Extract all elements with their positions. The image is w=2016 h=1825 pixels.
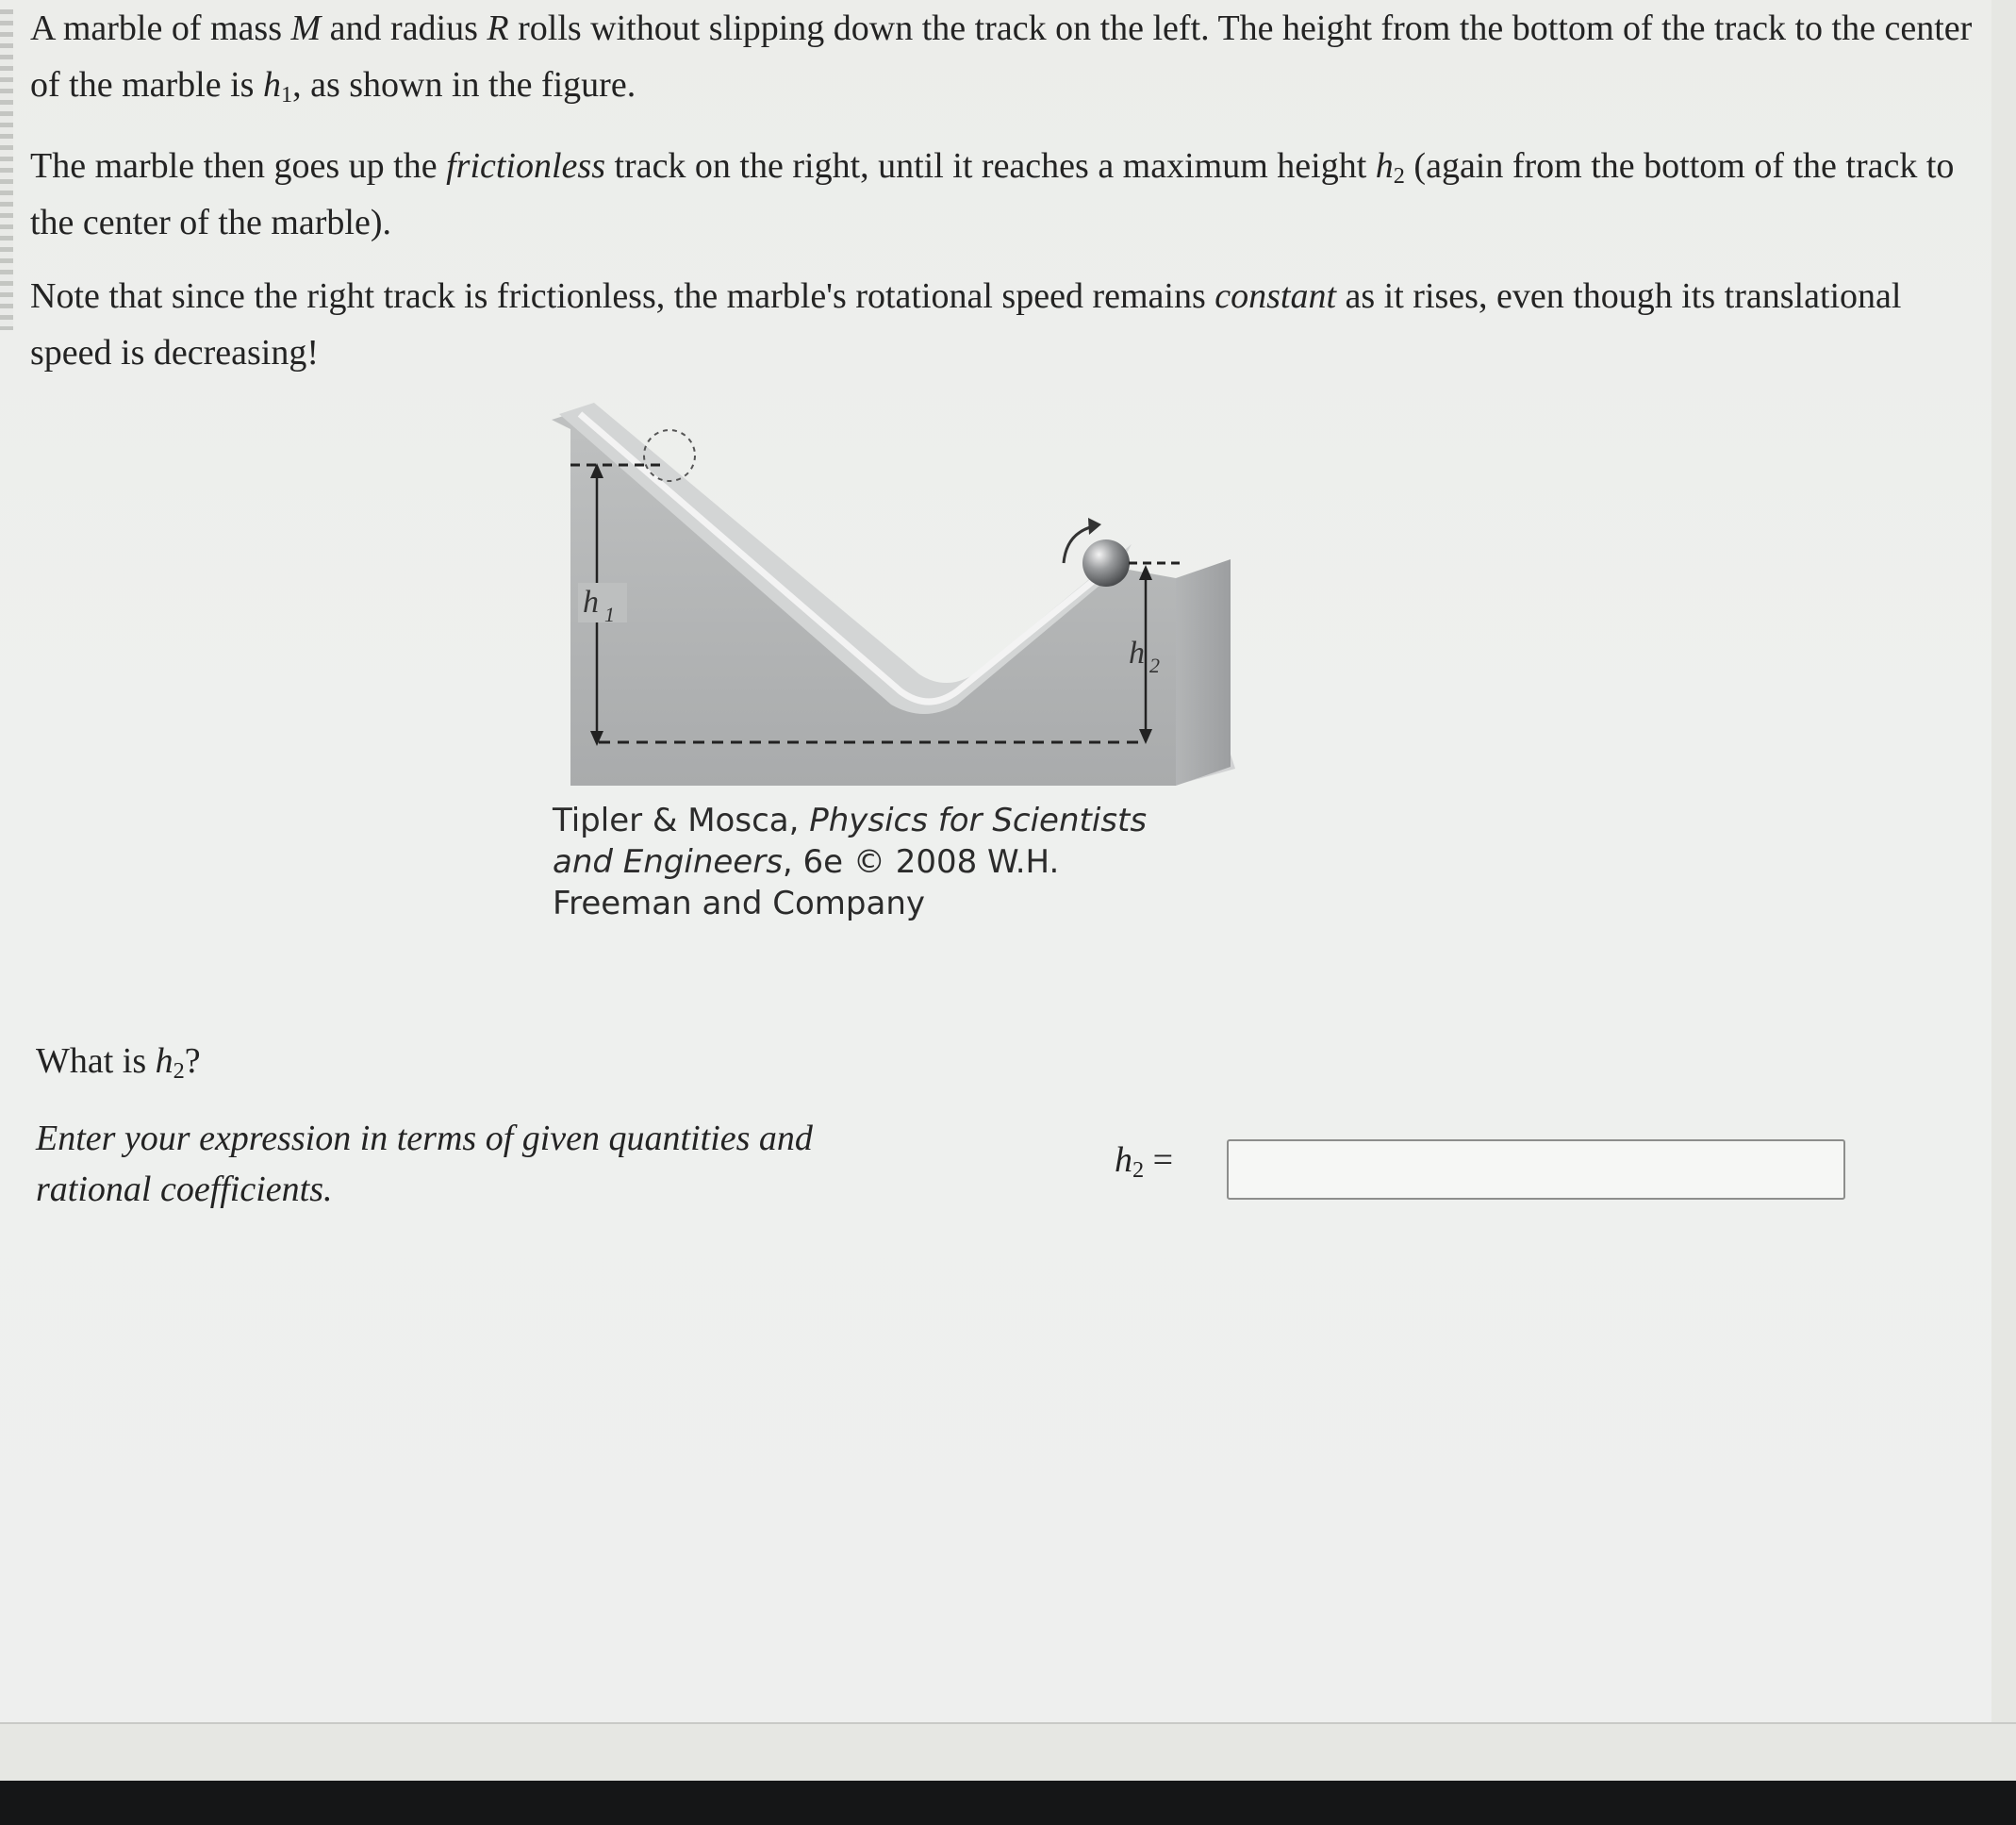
emphasis-frictionless: frictionless (446, 146, 605, 186)
text-segment: and radius (321, 8, 487, 48)
text-segment: as it rises, even though its translational speed is decreasing! (30, 276, 1902, 373)
math-var-M: M (290, 8, 322, 48)
page-edge-marks (0, 9, 13, 330)
text-segment: rolls without slipping down the track on the left. The height from the bottom of the track to the center of the marble is (30, 8, 1973, 105)
question-text (36, 1037, 201, 1085)
equals-sign: = (1144, 1140, 1174, 1180)
page-bottom-border (0, 1722, 2016, 1724)
text-segment: , as shown in the figure. (292, 65, 636, 105)
math-var-h1: h (262, 65, 281, 105)
math-subscript: 2 (1132, 1157, 1145, 1184)
answer-instructions: Enter your expression in terms of given quantities and rational coefficients. (36, 1119, 813, 1209)
math-subscript: 1 (280, 82, 293, 108)
problem-paragraph-1 (30, 0, 1973, 113)
text-segment: (again from the bottom of the track to the center of the marble). (30, 146, 1955, 242)
math-var-R: R (487, 8, 509, 48)
problem-paragraph-2 (30, 138, 1973, 251)
h1-label: h (583, 585, 599, 620)
screen-bottom-bezel (0, 1781, 2016, 1825)
figure-caption (553, 800, 1194, 924)
caption-publisher: , 6e © 2008 W.H. Freeman and Company (553, 843, 1060, 922)
caption-authors: Tipler & Mosca, (553, 802, 810, 839)
emphasis-constant: constant (1215, 276, 1337, 316)
h2-label-sub: 2 (1149, 654, 1160, 677)
text-segment: track on the right, until it reaches a maximum height (604, 146, 1376, 186)
math-subscript: 2 (1393, 163, 1405, 190)
text-segment: ? (184, 1041, 201, 1081)
text-segment: A marble of mass (30, 8, 291, 48)
answer-input[interactable] (1227, 1139, 1845, 1200)
track-figure (552, 401, 1240, 788)
math-var-h2: h (1115, 1140, 1132, 1180)
text-segment: The marble then goes up the (30, 146, 447, 186)
answer-label (1115, 1136, 1173, 1184)
text-segment: Note that since the right track is frictionless, the marble's rotational speed remains (30, 276, 1215, 316)
rotation-arrow-head (1088, 518, 1101, 535)
h1-label-sub: 1 (604, 603, 615, 626)
caption-book-title: Physics for Scientists and Engineers (553, 802, 1148, 881)
text-segment: What is (36, 1041, 156, 1081)
track-right-side (1176, 559, 1231, 786)
track-illustration (552, 401, 1240, 788)
math-var-h2: h (1375, 146, 1394, 186)
problem-paragraph-3 (30, 268, 1973, 381)
marble (1082, 539, 1130, 587)
math-subscript: 2 (173, 1058, 185, 1085)
h2-label: h (1129, 636, 1145, 671)
math-var-h2: h (155, 1041, 174, 1081)
